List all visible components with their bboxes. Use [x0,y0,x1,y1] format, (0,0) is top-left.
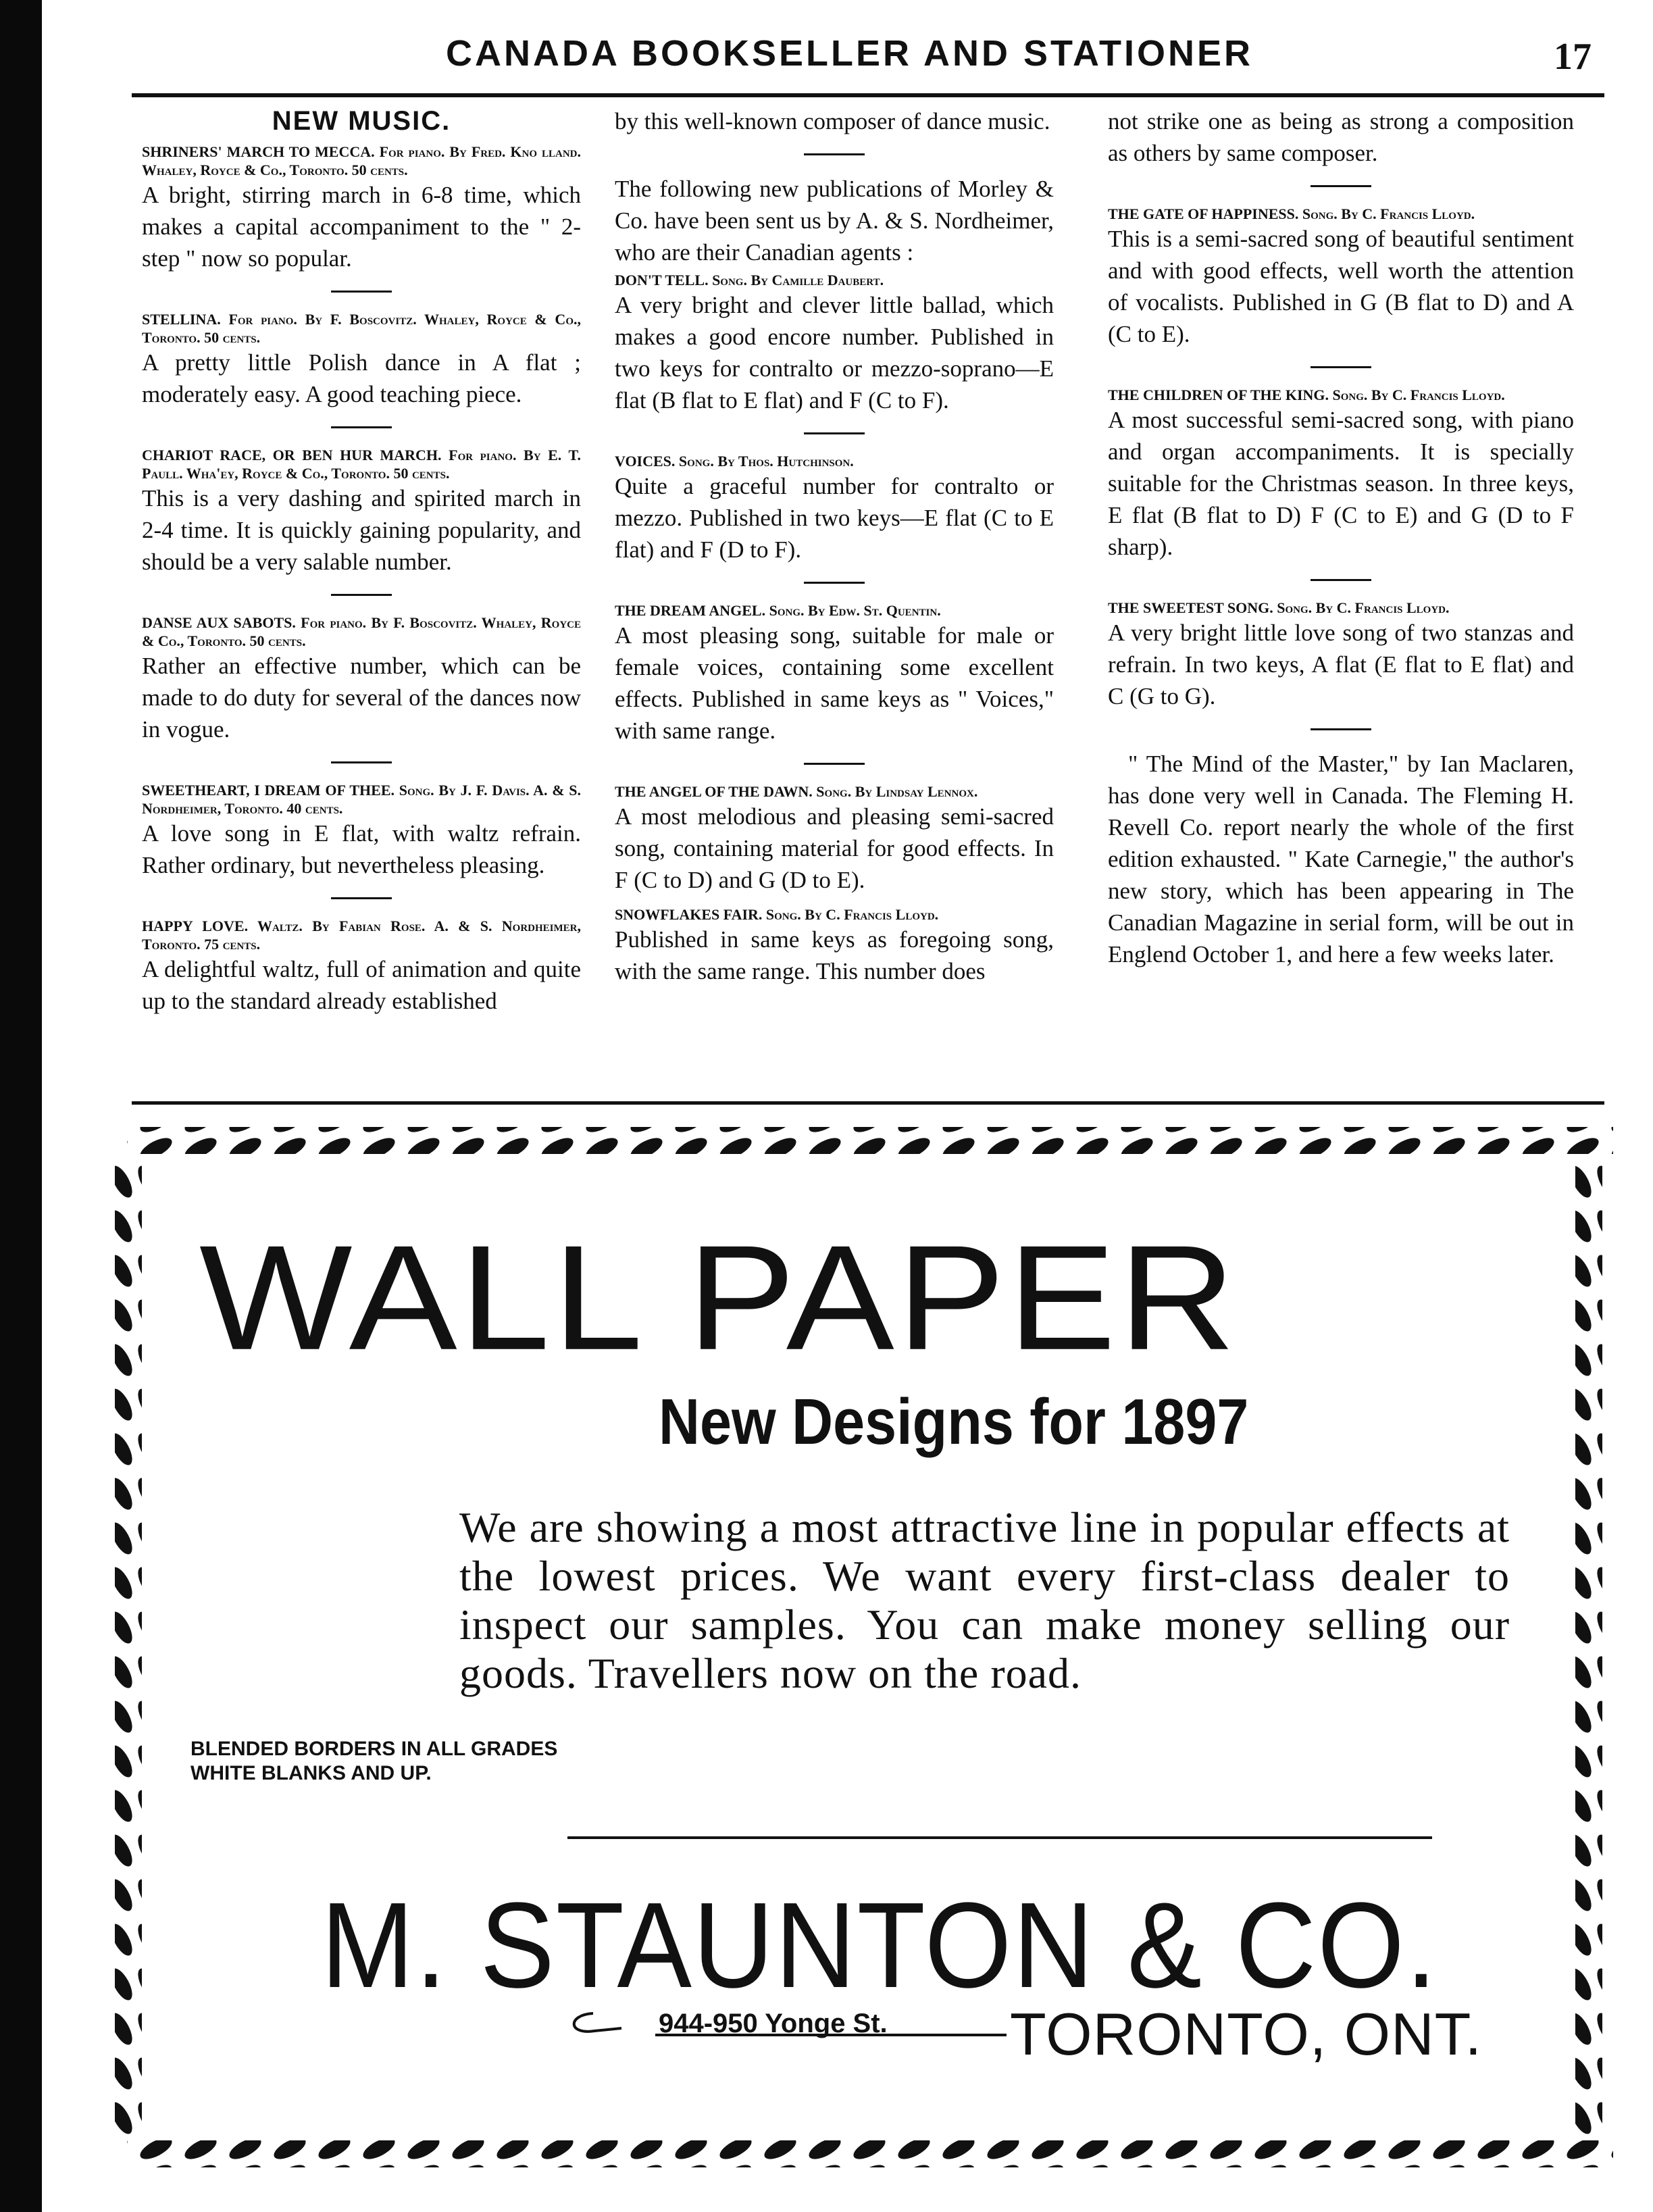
entry-body: A most melodious and pleasing semi-sacred song, containing material for good effects. In F (C to D) and G (D to E). [615,803,1054,893]
entry-title: THE GATE OF HAPPINESS. Song. By C. Francis Lloyd. [1108,205,1475,222]
entry-body: This is a very dashing and spirited march in 2-4 time. It is quickly gaining popularity, and should be a very salable number. [142,485,581,575]
ad-product-note [190,1737,557,1786]
entry-title: THE DREAM ANGEL. Song. By Edw. St. Quentin. [615,602,941,619]
entry-body: Published in same keys as foregoing song, with the same range. This number does [615,926,1054,984]
entry-title: VOICES. Song. By Thos. Hutchinson. [615,453,854,470]
section-heading: NEW MUSIC. [272,106,451,136]
entry-body: The following new publications of Morley & Co. have been sent us by A. & S. Nordheimer, who are their Canadian agents : [615,176,1054,266]
entry-title: SWEETHEART, I DREAM OF THEE. Song. By J. F. Davis. A. & S. Nordheimer, Toronto. 40 cents. [142,782,581,817]
entry-title: DON'T TELL. Song. By Camille Daubert. [615,272,884,288]
entry-title: THE CHILDREN OF THE KING. Song. By C. Francis Lloyd. [1108,386,1505,403]
entry-title: SHRINERS' MARCH TO MECCA. For piano. By Fred. Kno lland. Whaley, Royce & Co., Toronto. 50 cents. [142,143,581,178]
entry-body: A very bright little love song of two stanzas and refrain. In two keys, A flat (E flat to E flat) and C (G to G). [1108,620,1574,709]
entry-title: DANSE AUX SABOTS. For piano. By F. Boscovitz. Whaley, Royce & Co., Toronto. 50 cents. [142,614,581,649]
ad-divider [567,1836,1432,1839]
entry-body: A very bright and clever little ballad, which makes a good encore number. Published in two keys for contralto or mezzo-soprano—E flat (B flat to E flat) and F (C to F). [615,292,1054,413]
ad-note-line: BLENDED BORDERS IN ALL GRADES [190,1738,558,1760]
entry-body: A most successful semi-sacred song, with piano and organ accompaniments. It is specially suitable for the Christmas season. In three keys, E flat (B flat to D) F (C to E) and G (D to F sharp). [1108,407,1574,560]
entry-body: Rather an effective number, which can be made to do duty for several of the dances now in vogue. [142,653,581,743]
entry-title: SNOWFLAKES FAIR. Song. By C. Francis Lloyd. [615,906,939,923]
entry-body: A bright, stirring march in 6-8 time, which makes a capital accompaniment to the " 2-step " now so popular. [142,182,581,272]
entry-body: by this well-known composer of dance music. [615,108,1050,134]
entry-body: " The Mind of the Master," by Ian Maclaren, has done very well in Canada. The Fleming H. Revell Co. report nearly the whole of the first edition exhausted. " Kate Carnegie," the author's new story, which has been appearing in The Canadian Magazine in serial form, will be out in Englend October 1, and here a few weeks later. [1108,751,1574,967]
entry-body: A love song in E flat, with waltz refrain. Rather ordinary, but nevertheless pleasing. [142,820,581,878]
page-number: 17 [1554,36,1592,78]
running-head: CANADA BOOKSELLER AND STATIONER [446,33,1253,74]
entry-title: THE ANGEL OF THE DAWN. Song. By Lindsay Lennox. [615,783,978,800]
entry-title: HAPPY LOVE. Waltz. By Fabian Rose. A. & S. Nordheimer, Toronto. 75 cents. [142,918,581,953]
entry-body: Quite a graceful number for contralto or mezzo. Published in two keys—E flat (C to E flat) and F (D to F). [615,473,1054,563]
ad-subhead: New Designs for 1897 [659,1386,1249,1458]
entry-title: STELLINA. For piano. By F. Boscovitz. Whaley, Royce & Co., Toronto. 50 cents. [142,311,581,346]
ad-firm-name: M. STAUNTON & CO. [321,1878,1438,2013]
entry-body: A most pleasing song, suitable for male or female voices, containing some excellent effects. Published in same keys as " Voices," with same range. [615,622,1054,744]
entry-title: CHARIOT RACE, OR BEN HUR MARCH. For piano. By E. T. Paull. Wha'ey, Royce & Co., Toronto. 50 cents. [142,447,581,482]
entry-body: A delightful waltz, full of animation and quite up to the standard already established [142,956,581,1014]
entry-body: A pretty little Polish dance in A flat ; moderately easy. A good teaching piece. [142,349,581,407]
entry-title: THE SWEETEST SONG. Song. By C. Francis Lloyd. [1108,599,1450,616]
ad-city: TORONTO, ONT. [1010,2001,1483,2067]
ad-headline: WALL PAPER [199,1214,1239,1381]
entry-body: This is a semi-sacred song of beautiful sentiment and with good effects, well worth the attention of vocalists. Published in G (B flat to D) and A (C to E). [1108,226,1574,347]
entry-body: not strike one as being as strong a composition as others by same composer. [1108,108,1574,166]
ad-pitch: We are showing a most attractive line in popular effects at the lowest prices. We want every first-class dealer to inspect our samples. You can make money selling our goods. Travellers now on the road. [459,1503,1510,1697]
ad-street-address: 944-950 Yonge St. [659,2009,888,2038]
ad-note-line: WHITE BLANKS AND UP. [190,1762,432,1784]
